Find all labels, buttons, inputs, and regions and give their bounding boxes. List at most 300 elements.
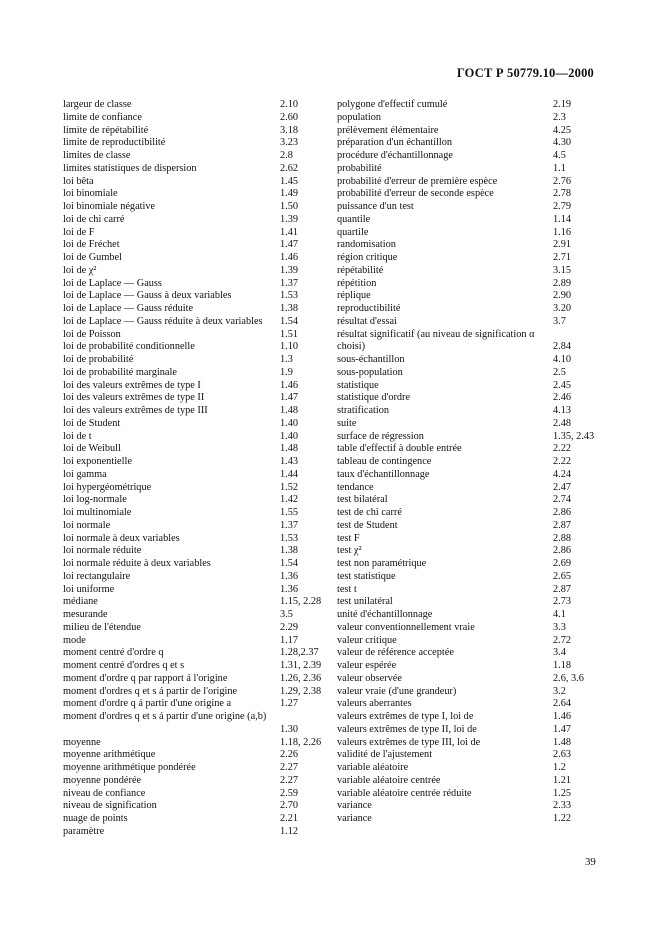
index-entry: [337, 660, 600, 673]
index-ref: 3.15: [553, 264, 572, 276]
index-entry: [63, 494, 325, 507]
index-ref: 1.10: [280, 341, 299, 353]
index-term: moment d'ordres q et s á partir de l'origine: [63, 685, 238, 697]
index-entry: [63, 584, 325, 597]
index-term: moment d'ordres q et s á partir d'une origine (a,b): [63, 711, 267, 722]
index-entry: [63, 431, 325, 444]
index-ref: 1.25: [553, 787, 572, 799]
index-entry: [337, 724, 600, 737]
index-ref: 1.40: [280, 430, 299, 442]
index-term: loi normale réduite: [63, 545, 142, 557]
index-entry: [63, 775, 325, 788]
index-entry: [337, 673, 600, 686]
index-ref: 2.79: [553, 201, 572, 212]
index-entry: [337, 112, 600, 125]
index-entry: [337, 329, 600, 355]
index-term: table d'effectif à double entrée: [337, 443, 462, 455]
index-entry: [63, 622, 325, 635]
index-ref: 2.72: [553, 634, 572, 646]
index-ref: 1.35, 2.43: [553, 430, 595, 442]
index-entry: [337, 239, 600, 252]
index-term: répétabilité: [337, 264, 384, 276]
index-ref: 2.69: [553, 558, 572, 569]
index-entry: [337, 469, 600, 482]
index-term: test t: [337, 583, 357, 595]
index-entry: [63, 673, 325, 686]
index-ref: 2.88: [553, 532, 572, 544]
index-ref: 3.2: [553, 685, 566, 697]
index-ref: 1.46: [280, 252, 299, 263]
index-term: moyenne arithmétique pondérée: [63, 762, 196, 773]
index-entry: [337, 711, 600, 724]
index-term: reproductibilité: [337, 303, 401, 314]
index-entry: [337, 418, 600, 431]
index-ref: 1.53: [280, 290, 299, 302]
index-ref: 2.65: [553, 570, 572, 582]
index-entry: [337, 762, 600, 775]
index-ref: 1.43: [280, 456, 299, 467]
index-ref: 1.12: [280, 825, 299, 837]
index-ref: 1.17: [280, 634, 299, 646]
index-ref: 4.10: [553, 354, 572, 365]
index-ref: 1.18: [553, 660, 572, 671]
index-entry: [63, 290, 325, 303]
index-entry: [337, 788, 600, 801]
index-entry: [337, 482, 600, 495]
index-entry: [63, 635, 325, 648]
index-term: validité de l'ajustement: [337, 749, 433, 761]
index-term: résultat significatif (au niveau de signification α choisi): [337, 328, 535, 353]
index-ref: 2.63: [553, 749, 572, 761]
index-ref: 2.5: [553, 366, 566, 378]
index-term: test non paramétrique: [337, 558, 427, 569]
index-ref: 3.3: [553, 621, 566, 633]
index-ref: 2.76: [553, 175, 572, 187]
index-entry: [63, 125, 325, 138]
index-term: loi de t: [63, 430, 92, 442]
index-term: moment centré d'ordres q et s: [63, 660, 185, 671]
index-entry: [337, 507, 600, 520]
index-term: réplique: [337, 290, 371, 302]
index-term: probabilité d'erreur de première espèce: [337, 175, 498, 187]
index-entry: [63, 392, 325, 405]
index-ref: 1.47: [280, 239, 299, 251]
index-entry: [337, 443, 600, 456]
index-term: répétition: [337, 277, 377, 289]
index-entry: [63, 239, 325, 252]
index-entry: [63, 227, 325, 240]
index-entry: [63, 813, 325, 826]
index-ref: 1.49: [280, 188, 299, 200]
index-term: loi normale réduite à deux variables: [63, 558, 211, 569]
index-term: limite de répétabilité: [63, 124, 149, 136]
index-ref: 4.13: [553, 405, 572, 416]
index-term: variable aléatoire centrée réduite: [337, 787, 472, 799]
index-column-left: [63, 99, 325, 839]
index-ref: 2.86: [553, 545, 572, 557]
index-ref: 1.16: [553, 226, 572, 238]
index-entry: [63, 329, 325, 342]
index-ref: 3.20: [553, 303, 572, 314]
index-term: randomisation: [337, 239, 396, 251]
index-entry: [337, 749, 600, 762]
index-ref: 2.10: [280, 99, 299, 110]
index-ref: 2.3: [553, 111, 566, 123]
index-term: statistique: [337, 379, 379, 391]
index-ref: 4.1: [553, 609, 566, 620]
index-term: loi de Laplace — Gauss réduite: [63, 303, 194, 314]
index-entry: [63, 163, 325, 176]
index-entry: [337, 303, 600, 316]
index-entry: [63, 533, 325, 546]
index-ref: 2.19: [553, 99, 572, 110]
index-term: loi de probabilité conditionnelle: [63, 341, 195, 353]
index-entry: [63, 137, 325, 150]
index-entry: [337, 354, 600, 367]
index-entry: [337, 813, 600, 826]
index-entry: [337, 609, 600, 622]
index-entry: [63, 711, 325, 737]
index-term: surface de régression: [337, 430, 424, 442]
index-entry: [337, 290, 600, 303]
index-entry: [337, 596, 600, 609]
index-term: suite: [337, 417, 357, 429]
index-term: valeur conventionnellement vraie: [337, 621, 475, 633]
index-entry: [63, 686, 325, 699]
index-term: loi de F: [63, 226, 95, 238]
index-entry: [337, 392, 600, 405]
index-entry: [337, 137, 600, 150]
index-term: moyenne: [63, 736, 101, 748]
index-ref: 1.46: [553, 711, 572, 722]
index-entry: [337, 456, 600, 469]
index-entry: [63, 507, 325, 520]
index-ref: 1.22: [553, 813, 572, 824]
index-ref: 1.30: [280, 723, 299, 735]
index-ref: 1.2: [553, 762, 566, 773]
index-ref: 1.14: [553, 213, 572, 225]
index-entry: [63, 647, 325, 660]
index-entry: [337, 380, 600, 393]
index-term: valeurs extrêmes de type I, loi de: [337, 711, 474, 722]
index-ref: 1.51: [280, 328, 299, 340]
index-term: moment centré d'ordre q: [63, 647, 164, 659]
index-ref: 1.3: [280, 354, 293, 365]
index-term: tendance: [337, 481, 374, 493]
index-term: loi de Laplace — Gauss: [63, 277, 162, 289]
index-ref: 2.6, 3.6: [553, 672, 584, 684]
index-ref: 1.38: [280, 545, 299, 557]
index-ref: 1.47: [553, 723, 572, 735]
index-ref: 3.23: [280, 137, 299, 149]
index-ref: 2.22: [553, 456, 572, 467]
index-term: loi de Fréchet: [63, 239, 120, 251]
index-term: quartile: [337, 226, 369, 238]
index-entry: [337, 635, 600, 648]
index-entry: [63, 252, 325, 265]
index-term: moment d'ordre q á partir d'une origine a: [63, 698, 232, 710]
index-ref: 1.44: [280, 468, 299, 480]
index-ref: 1.38: [280, 303, 299, 314]
index-term: unité d'échantillonnage: [337, 609, 433, 620]
index-term: valeur espérée: [337, 660, 397, 671]
index-entry: [337, 265, 600, 278]
index-entry: [337, 367, 600, 380]
index-entry: [337, 188, 600, 201]
index-ref: 1.31, 2.39: [280, 660, 322, 671]
index-ref: 1.15, 2.28: [280, 596, 322, 608]
index-ref: 1.21: [553, 774, 572, 786]
index-ref: 2.90: [553, 290, 572, 302]
index-entry: [337, 800, 600, 813]
index-entry: [63, 278, 325, 291]
index-entry: [63, 265, 325, 278]
index-ref: 2.21: [280, 813, 299, 824]
index-term: loi binomiale: [63, 188, 118, 200]
index-ref: 2.27: [280, 774, 299, 786]
index-entry: [63, 762, 325, 775]
index-entry: [337, 686, 600, 699]
index-term: variance: [337, 813, 372, 824]
index-term: puissance d'un test: [337, 201, 414, 212]
index-term: loi de χ²: [63, 264, 97, 276]
index-column-right: [337, 99, 600, 826]
index-term: loi de chi carré: [63, 213, 125, 225]
index-entry: [337, 431, 600, 444]
index-term: loi gamma: [63, 468, 107, 480]
page-number: 39: [585, 856, 596, 868]
index-entry: [337, 737, 600, 750]
index-ref: 1.54: [280, 558, 299, 569]
index-ref: 2.33: [553, 800, 572, 812]
index-term: nuage de points: [63, 813, 128, 824]
index-ref: 2.91: [553, 239, 572, 251]
index-term: loi multinomiale: [63, 507, 132, 518]
index-ref: 1.40: [280, 417, 299, 429]
index-ref: 1.36: [280, 570, 299, 582]
index-term: mesurande: [63, 609, 108, 620]
index-entry: [337, 405, 600, 418]
index-term: probabilité: [337, 162, 382, 174]
index-term: variable aléatoire: [337, 762, 409, 773]
index-term: procédure d'échantillonnage: [337, 150, 453, 161]
index-term: sous-population: [337, 366, 403, 378]
index-ref: 2.70: [280, 800, 299, 812]
index-term: loi normale: [63, 519, 111, 531]
index-entry: [337, 698, 600, 711]
index-entry: [63, 214, 325, 227]
index-ref: 1.1: [553, 162, 566, 174]
index-ref: 2.59: [280, 787, 299, 799]
index-term: population: [337, 111, 382, 123]
index-term: largeur de classe: [63, 99, 132, 110]
index-entry: [337, 533, 600, 546]
index-term: valeur critique: [337, 634, 397, 646]
index-term: test F: [337, 532, 360, 544]
index-ref: 2.87: [553, 519, 572, 531]
index-entry: [63, 520, 325, 533]
index-term: valeur vraie (d'une grandeur): [337, 685, 457, 697]
index-entry: [337, 316, 600, 329]
index-term: prélèvement élémentaire: [337, 124, 439, 136]
index-term: préparation d'un échantillon: [337, 137, 453, 149]
index-ref: 2.84: [553, 341, 572, 353]
index-ref: 1.53: [280, 532, 299, 544]
index-ref: 1.42: [280, 494, 299, 506]
index-entry: [63, 482, 325, 495]
index-entry: [337, 278, 600, 291]
index-ref: 1.18, 2.26: [280, 736, 322, 748]
index-term: variance: [337, 800, 372, 812]
index-ref: 1.55: [280, 507, 299, 518]
index-term: variable aléatoire centrée: [337, 774, 441, 786]
index-term: loi de Laplace — Gauss réduite à deux variables: [63, 315, 263, 327]
index-term: test statistique: [337, 570, 396, 582]
index-entry: [63, 316, 325, 329]
index-ref: 3.4: [553, 647, 566, 659]
index-ref: 2.26: [280, 749, 299, 761]
index-ref: 2.71: [553, 252, 572, 263]
index-term: test unilatéral: [337, 596, 393, 608]
index-entry: [63, 596, 325, 609]
index-entry: [63, 660, 325, 673]
index-term: moment d'ordre q par rapport á l'origine: [63, 672, 228, 684]
index-term: test bilatéral: [337, 494, 388, 506]
index-ref: 2.73: [553, 596, 572, 608]
index-ref: 1.37: [280, 277, 299, 289]
index-ref: 1.37: [280, 519, 299, 531]
index-term: niveau de signification: [63, 800, 157, 812]
index-entry: [63, 112, 325, 125]
index-ref: 3.5: [280, 609, 293, 620]
index-entry: [63, 443, 325, 456]
index-ref: 2.78: [553, 188, 572, 200]
index-entry: [63, 380, 325, 393]
index-term: milieu de l'étendue: [63, 621, 141, 633]
index-ref: 2.86: [553, 507, 572, 518]
index-entry: [63, 176, 325, 189]
index-term: loi de probabilité: [63, 354, 134, 365]
index-entry: [337, 214, 600, 227]
index-entry: [337, 99, 600, 112]
index-entry: [63, 405, 325, 418]
index-entry: [63, 571, 325, 584]
index-entry: [337, 520, 600, 533]
index-ref: 1.54: [280, 315, 299, 327]
index-ref: 4.30: [553, 137, 572, 149]
index-term: valeur observée: [337, 672, 402, 684]
index-ref: 1.27: [280, 698, 299, 710]
index-ref: 2.48: [553, 417, 572, 429]
index-ref: 4.5: [553, 150, 566, 161]
index-entry: [337, 647, 600, 660]
index-term: probabilité d'erreur de seconde espèce: [337, 188, 494, 200]
index-ref: 1.47: [280, 392, 299, 404]
index-ref: 1.50: [280, 201, 299, 212]
index-entry: [337, 201, 600, 214]
index-entry: [63, 150, 325, 163]
index-term: loi de probabilité marginale: [63, 366, 177, 378]
index-entry: [63, 456, 325, 469]
index-term: limite de confiance: [63, 111, 142, 123]
index-term: loi exponentielle: [63, 456, 132, 467]
index-ref: 2.45: [553, 379, 572, 391]
index-ref: 1.41: [280, 226, 299, 238]
index-term: niveau de confiance: [63, 787, 146, 799]
index-ref: 2.8: [280, 150, 293, 161]
index-term: loi de Laplace — Gauss à deux variables: [63, 290, 232, 302]
index-term: test χ²: [337, 545, 362, 557]
index-term: taux d'échantillonnage: [337, 468, 430, 480]
index-ref: 2.62: [280, 162, 299, 174]
index-ref: 4.25: [553, 124, 572, 136]
index-term: moyenne arithmétique: [63, 749, 156, 761]
index-entry: [63, 354, 325, 367]
index-entry: [63, 826, 325, 839]
index-entry: [337, 775, 600, 788]
index-term: loi uniforme: [63, 583, 115, 595]
index-term: loi binomiale négative: [63, 201, 156, 212]
index-entry: [63, 545, 325, 558]
index-entry: [63, 558, 325, 571]
index-term: test de chi carré: [337, 507, 402, 518]
index-term: stratification: [337, 405, 390, 416]
index-entry: [63, 188, 325, 201]
index-term: test de Student: [337, 519, 398, 531]
index-ref: 1.48: [280, 405, 299, 416]
index-ref: 1.48: [553, 736, 572, 748]
index-entry: [63, 341, 325, 354]
index-ref: 2.29: [280, 621, 299, 633]
index-ref: 2.47: [553, 481, 572, 493]
index-entry: [337, 558, 600, 571]
index-entry: [337, 494, 600, 507]
index-ref: 3.18: [280, 124, 299, 136]
index-term: loi de Poisson: [63, 328, 121, 340]
index-ref: 1.36: [280, 583, 299, 595]
index-term: loi de Student: [63, 417, 121, 429]
index-ref: 2.46: [553, 392, 572, 404]
index-entry: [337, 252, 600, 265]
index-term: valeurs extrêmes de type III, loi de: [337, 736, 481, 748]
index-ref: 1.39: [280, 264, 299, 276]
index-term: loi hypergéométrique: [63, 481, 152, 493]
index-entry: [63, 418, 325, 431]
index-entry: [337, 150, 600, 163]
index-term: valeurs extrêmes de type II, loi de: [337, 723, 477, 735]
index-ref: 1.26, 2.36: [280, 672, 322, 684]
index-term: valeurs aberrantes: [337, 698, 412, 710]
index-entry: [63, 698, 325, 711]
index-entry: [63, 469, 325, 482]
index-entry: [63, 749, 325, 762]
index-term: polygone d'effectif cumulé: [337, 99, 448, 110]
index-term: tableau de contingence: [337, 456, 432, 467]
index-entry: [337, 176, 600, 189]
index-ref: 2.74: [553, 494, 572, 506]
index-entry: [63, 367, 325, 380]
index-entry: [337, 125, 600, 138]
index-ref: 2.64: [553, 698, 572, 710]
index-term: limites statistiques de dispersion: [63, 162, 197, 174]
index-entry: [63, 201, 325, 214]
index-term: loi de Gumbel: [63, 252, 122, 263]
index-entry: [337, 163, 600, 176]
index-ref: 1.28,2.37: [280, 647, 319, 659]
index-term: médiane: [63, 596, 98, 608]
index-ref: 1.48: [280, 443, 299, 455]
index-ref: 1.45: [280, 175, 299, 187]
